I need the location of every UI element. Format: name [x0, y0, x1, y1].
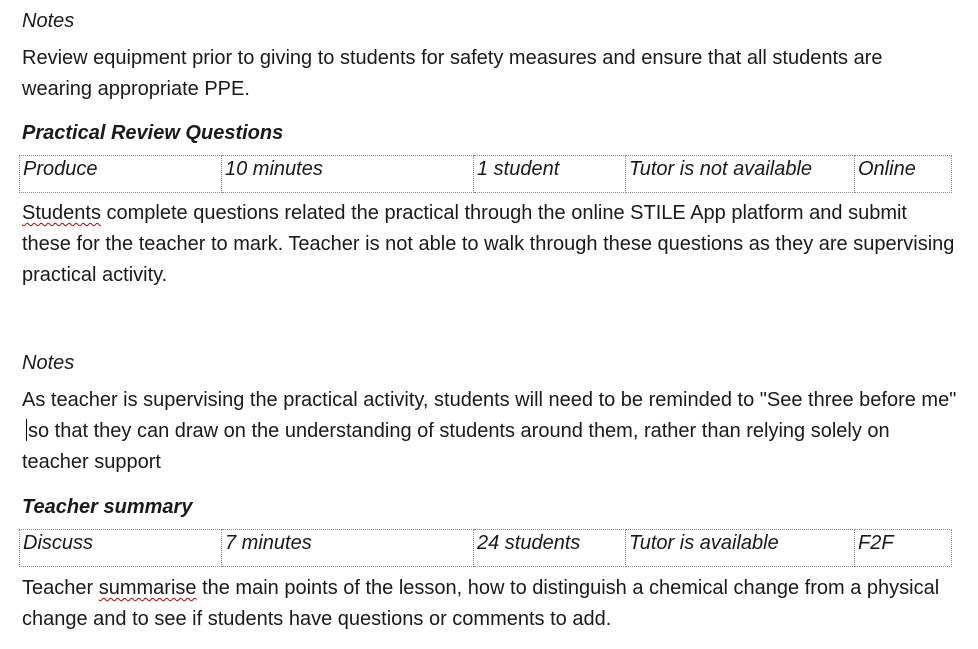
spellcheck-flagged-word[interactable]: Students [22, 202, 101, 224]
notes-label: Notes [22, 10, 75, 32]
description-text: Teacher [22, 577, 99, 599]
activity-type-cell: Produce [20, 156, 222, 193]
duration-cell: 7 minutes [222, 530, 474, 567]
tutor-availability-cell: Tutor is not available [626, 156, 855, 193]
notes-text: so that they can draw on the understanding of students around them, rather than relying solely on teacher support [22, 420, 890, 473]
notes-paragraph [22, 385, 957, 478]
delivery-mode-cell: Online [855, 156, 952, 193]
practical-review-heading: Practical Review Questions [22, 122, 284, 144]
table-row [20, 530, 952, 567]
notes-label: Notes [22, 352, 75, 374]
duration-cell: 10 minutes [222, 156, 474, 193]
tutor-availability-cell: Tutor is available [626, 530, 855, 567]
teacher-summary-activity-table [19, 529, 952, 567]
group-size-cell: 1 student [474, 156, 626, 193]
description-text: complete questions related the practical through the online STILE App platform and submit these for the teacher to mark. Teacher is not able to walk through these questions as they are supervising practical activity. [22, 202, 955, 286]
teacher-summary-description [22, 573, 957, 635]
table-row [20, 156, 952, 193]
teacher-summary-heading: Teacher summary [22, 496, 193, 518]
practical-review-description [22, 198, 957, 291]
notes-text: As teacher is supervising the practical activity, students will need to be reminded to "See three before me" [22, 389, 957, 411]
description-text: the main points of the lesson, how to distinguish a chemical change from a physical change and to see if students have questions or comments to add. [22, 577, 940, 630]
activity-type-cell: Discuss [20, 530, 222, 567]
delivery-mode-cell: F2F [855, 530, 952, 567]
notes-paragraph: Review equipment prior to giving to students for safety measures and ensure that all students are wearing appropriate PPE. [22, 47, 883, 100]
text-cursor [26, 419, 27, 441]
spellcheck-flagged-word[interactable]: summarise [98, 577, 197, 599]
practical-review-activity-table [19, 155, 952, 193]
group-size-cell: 24 students [474, 530, 626, 567]
